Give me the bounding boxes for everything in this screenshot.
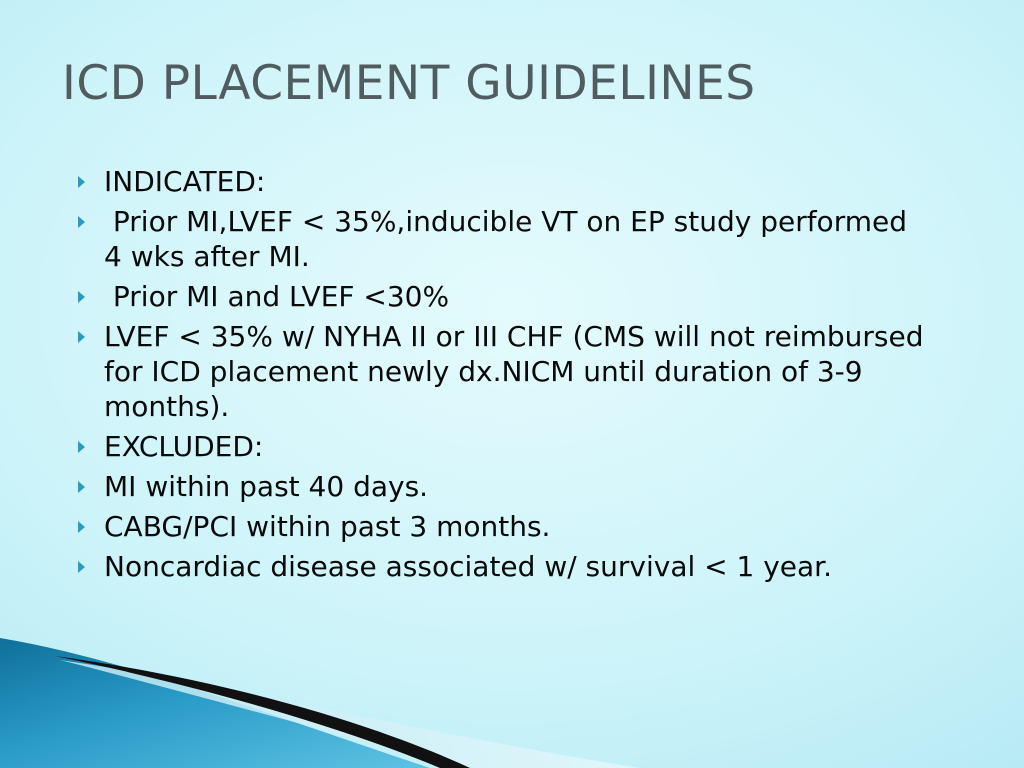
- bullet-item: [73, 164, 933, 199]
- triangle-right-icon: [78, 561, 85, 573]
- bullet-item: [73, 549, 933, 584]
- bullet-item: [73, 509, 933, 544]
- bullet-text: INDICATED:: [104, 165, 266, 198]
- triangle-right-icon: [78, 521, 85, 533]
- bullet-item: [73, 319, 933, 424]
- triangle-right-icon: [78, 291, 85, 303]
- bullet-text: Prior MI,LVEF < 35%,inducible VT on EP study performed 4 wks after MI.: [104, 205, 916, 273]
- bullet-list: [73, 164, 933, 589]
- bullet-item: [73, 469, 933, 504]
- bullet-text: Prior MI and LVEF <30%: [104, 280, 450, 313]
- corner-swoosh-decoration: [0, 638, 1024, 768]
- bullet-text: CABG/PCI within past 3 months.: [104, 510, 551, 543]
- bullet-item: [73, 429, 933, 464]
- slide-title: ICD PLACEMENT GUIDELINES: [62, 56, 756, 111]
- bullet-text: EXCLUDED:: [104, 430, 264, 463]
- bullet-text: MI within past 40 days.: [104, 470, 429, 503]
- triangle-right-icon: [78, 331, 85, 343]
- triangle-right-icon: [78, 216, 85, 228]
- triangle-right-icon: [78, 176, 85, 188]
- bullet-item: [73, 204, 933, 274]
- triangle-right-icon: [78, 481, 85, 493]
- triangle-right-icon: [78, 441, 85, 453]
- bullet-text: LVEF < 35% w/ NYHA II or III CHF (CMS will not reimbursed for ICD placement newly dx.NICM until duration of 3-9 months).: [104, 320, 924, 423]
- bullet-item: [73, 279, 933, 314]
- bullet-text: Noncardiac disease associated w/ survival < 1 year.: [104, 550, 833, 583]
